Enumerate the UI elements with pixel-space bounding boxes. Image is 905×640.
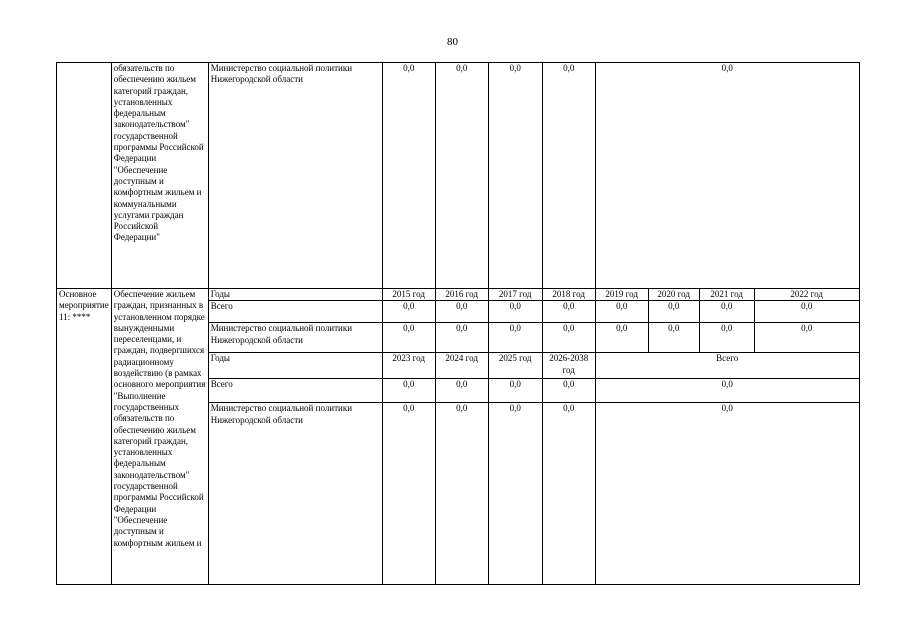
value-cell: 0,0 bbox=[542, 323, 595, 353]
year-header: 2025 год bbox=[488, 353, 542, 379]
year-header: 2020 год bbox=[648, 289, 699, 301]
period1-header-row bbox=[57, 289, 860, 301]
measure-id: Основное мероприятие 11: **** bbox=[57, 289, 112, 585]
value-cell: 0,0 bbox=[595, 301, 648, 323]
value-cell: 0,0 bbox=[648, 301, 699, 323]
row-label: Всего bbox=[208, 379, 382, 403]
value-cell: 0,0 bbox=[488, 403, 542, 585]
continuation-row bbox=[57, 63, 860, 289]
row-label: Министерство социальной политики Нижегородской области bbox=[208, 403, 382, 585]
continuation-value: 0,0 bbox=[382, 63, 435, 289]
value-cell: 0,0 bbox=[382, 323, 435, 353]
value-cell: 0,0 bbox=[435, 403, 488, 585]
value-cell: 0,0 bbox=[648, 323, 699, 353]
continuation-value: 0,0 bbox=[435, 63, 488, 289]
year-header: 2022 год bbox=[754, 289, 859, 301]
row-label: Министерство социальной политики Нижегородской области bbox=[208, 323, 382, 353]
year-header: 2019 год bbox=[595, 289, 648, 301]
year-header: 2023 год bbox=[382, 353, 435, 379]
value-cell: 0,0 bbox=[542, 379, 595, 403]
value-cell: 0,0 bbox=[542, 301, 595, 323]
value-cell: 0,0 bbox=[699, 301, 754, 323]
year-header: 2018 год bbox=[542, 289, 595, 301]
value-cell: 0,0 bbox=[435, 323, 488, 353]
year-header: 2015 год bbox=[382, 289, 435, 301]
period1-label: Годы bbox=[208, 289, 382, 301]
continuation-value: 0,0 bbox=[488, 63, 542, 289]
value-cell: 0,0 bbox=[488, 301, 542, 323]
financing-table bbox=[56, 62, 860, 585]
value-cell: 0,0 bbox=[435, 301, 488, 323]
value-cell: 0,0 bbox=[754, 301, 859, 323]
value-cell: 0,0 bbox=[382, 379, 435, 403]
period2-label: Годы bbox=[208, 353, 382, 379]
value-cell: 0,0 bbox=[382, 403, 435, 585]
value-cell: 0,0 bbox=[595, 323, 648, 353]
year-header: 2017 год bbox=[488, 289, 542, 301]
value-cell: 0,0 bbox=[542, 403, 595, 585]
total-cell: 0,0 bbox=[595, 403, 859, 585]
year-header: 2024 год bbox=[435, 353, 488, 379]
value-cell: 0,0 bbox=[754, 323, 859, 353]
row-label: Всего bbox=[208, 301, 382, 323]
year-header: 2026-2038 год bbox=[542, 353, 595, 379]
continuation-value: 0,0 bbox=[542, 63, 595, 289]
total-header: Всего bbox=[595, 353, 859, 379]
total-cell: 0,0 bbox=[595, 379, 859, 403]
value-cell: 0,0 bbox=[488, 323, 542, 353]
continuation-total: 0,0 bbox=[595, 63, 859, 289]
continuation-executor: Министерство социальной политики Нижегородской области bbox=[208, 63, 382, 289]
page-number: 80 bbox=[447, 36, 458, 48]
value-cell: 0,0 bbox=[699, 323, 754, 353]
value-cell: 0,0 bbox=[382, 301, 435, 323]
value-cell: 0,0 bbox=[488, 379, 542, 403]
continuation-id-cell bbox=[57, 63, 112, 289]
year-header: 2016 год bbox=[435, 289, 488, 301]
measure-description: Обеспечение жильем граждан, признанных в установленном порядке вынужденными переселенцами, и граждан, подвергшихся радиационному воздействию (в рамках основного мероприятия "Выполнение государственных обязательств по обеспечению жильем категорий граждан, установленных федеральным законодательством" государственной программы Российской Федерации "Обеспечение доступным и комфортным жильем и bbox=[111, 289, 208, 585]
value-cell: 0,0 bbox=[435, 379, 488, 403]
continuation-description: обязательств по обеспечению жильем категорий граждан, установленных федеральным законодательством" государственной программы Российской Федерации "Обеспечение доступным и комфортным жильем и коммунальными услугами граждан Российской Федерации" bbox=[111, 63, 208, 289]
year-header: 2021 год bbox=[699, 289, 754, 301]
